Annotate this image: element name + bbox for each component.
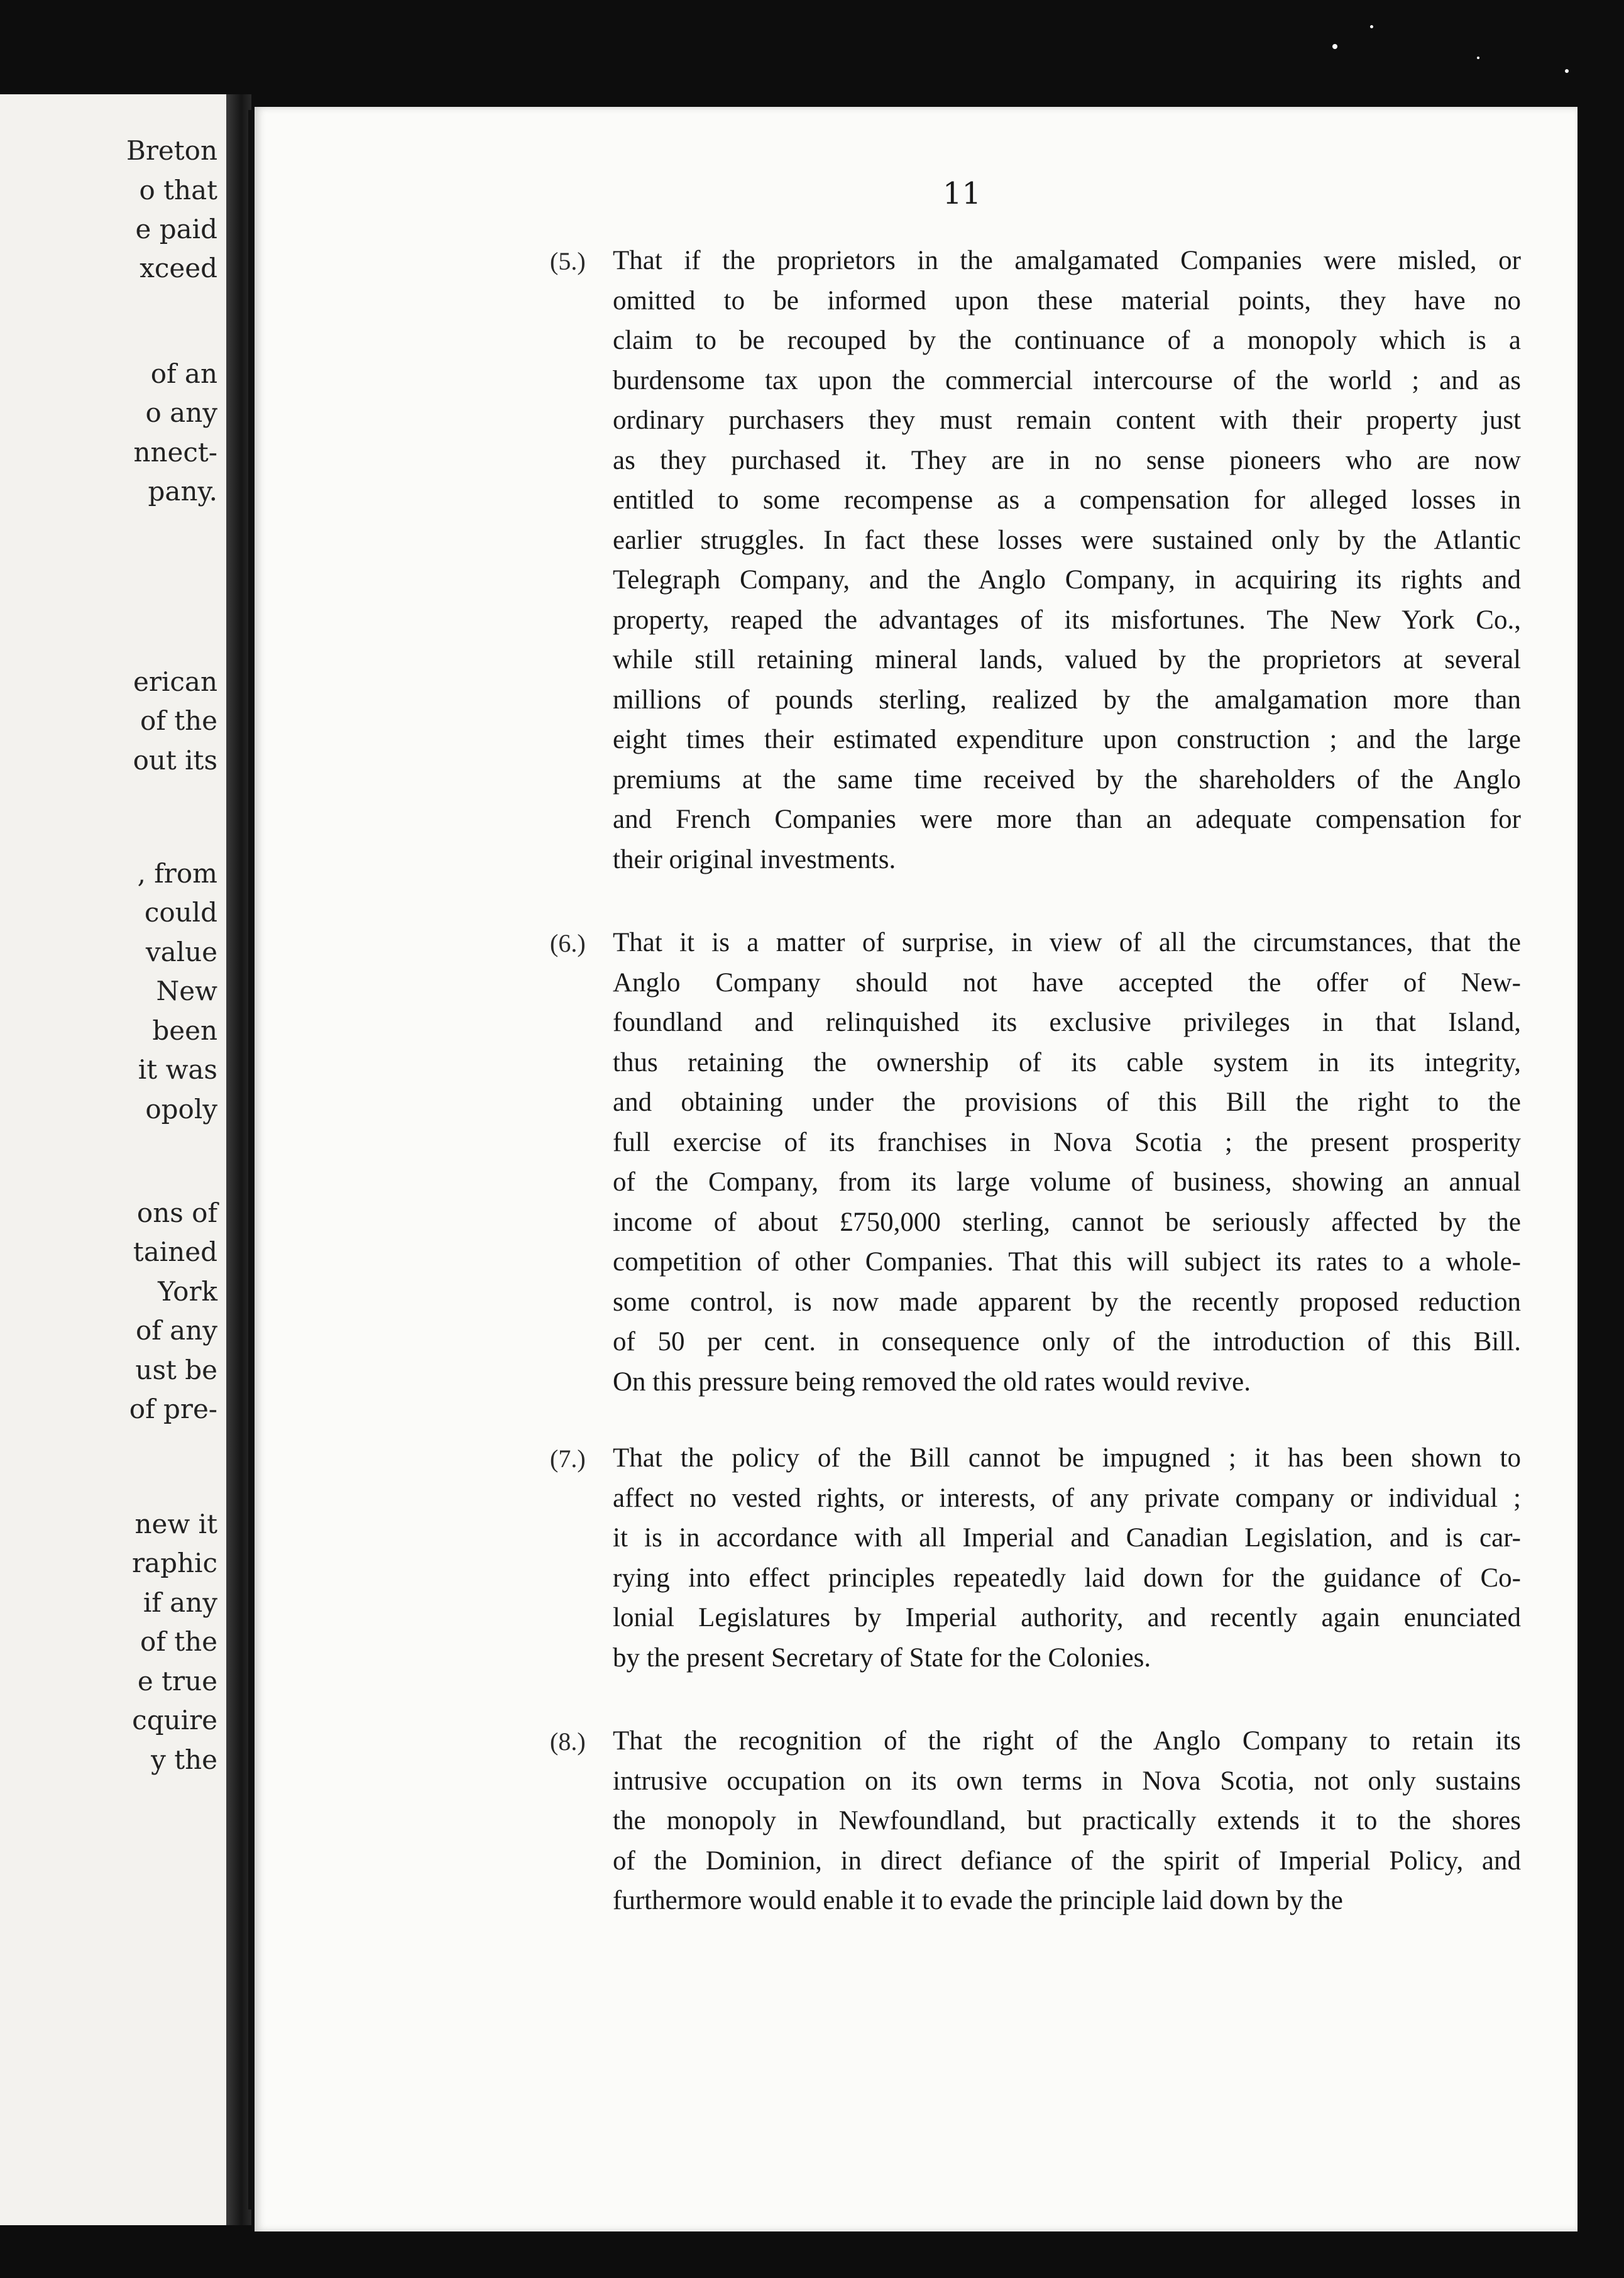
paragraph-line: That it is a matter of surprise, in view of all the circumstances, that the <box>613 928 1521 957</box>
paragraph-line: thus retaining the ownership of its cable system in its integrity, <box>613 1047 1521 1077</box>
paragraph-line: their original investments. <box>613 844 896 874</box>
paragraph-line: affect no vested rights, or interests, of any private company or individual ; <box>613 1483 1521 1513</box>
paragraph-line: it is in accordance with all Imperial and Canadian Legislation, and is car- <box>613 1523 1521 1553</box>
paragraph-line: by the present Secretary of State for the Colonies. <box>613 1642 1151 1673</box>
paragraph-number: (8.) <box>550 1727 586 1756</box>
left-page-text-fragment: xceed <box>140 253 217 283</box>
paragraph-line: millions of pounds sterling, realized by the amalgamation more than <box>613 685 1521 715</box>
paragraph-line: Anglo Company should not have accepted the offer of New- <box>613 967 1521 998</box>
left-page-text-fragment: tained <box>133 1236 217 1267</box>
left-page-text-fragment: o any <box>145 397 217 428</box>
left-page-text-fragment: o that <box>139 175 217 206</box>
paragraph-line: rying into effect principles repeatedly laid down for the guidance of Co- <box>613 1563 1521 1593</box>
paragraph-line: omitted to be informed upon these material points, they have no <box>613 285 1521 316</box>
left-page-text-fragment: York <box>158 1276 217 1307</box>
paragraph-line: That the recognition of the right of the Anglo Company to retain its <box>613 1726 1521 1756</box>
paragraph-line: property, reaped the advantages of its misfortunes. The New York Co., <box>613 605 1521 635</box>
paragraph-line: ordinary purchasers they must remain content with their property just <box>613 405 1521 435</box>
left-page-text-fragment: ust be <box>135 1355 217 1385</box>
paragraph-line: of the Dominion, in direct defiance of the spirit of Imperial Policy, and <box>613 1846 1521 1876</box>
paragraph-line: while still retaining mineral lands, valued by the proprietors at several <box>613 645 1521 674</box>
left-page-text-fragment: e paid <box>135 214 217 245</box>
left-page-text-fragment: of any <box>136 1315 217 1346</box>
left-page-text-fragment: Breton <box>126 135 217 166</box>
paragraph-number: (7.) <box>550 1444 586 1473</box>
paragraph-line: the monopoly in Newfoundland, but practically extends it to the shores <box>613 1806 1521 1835</box>
left-page-text-fragment: raphic <box>131 1548 217 1578</box>
left-page-text-fragment: of the <box>140 705 217 736</box>
paragraph-line: some control, is now made apparent by the recently proposed reduction <box>613 1287 1521 1317</box>
paragraph-line: On this pressure being removed the old rates would revive. <box>613 1367 1251 1397</box>
left-page-text-fragment: it was <box>138 1054 217 1085</box>
paragraph-number: (5.) <box>550 247 586 275</box>
left-page-text-fragment: e true <box>137 1666 217 1697</box>
left-page-text-fragment: pany. <box>148 476 217 507</box>
left-page-text-fragment: value <box>145 937 217 967</box>
paragraph-line: competition of other Companies. That this will subject its rates to a whole- <box>613 1247 1521 1277</box>
paragraph-line: entitled to some recompense as a compensation for alleged losses in <box>613 485 1521 515</box>
left-page-fragment <box>0 94 226 2225</box>
left-page-text-fragment: been <box>152 1015 217 1046</box>
paragraph-line: and obtaining under the provisions of this Bill the right to the <box>613 1087 1521 1117</box>
page-number: 11 <box>943 176 982 211</box>
left-page-text-fragment: of an <box>150 358 217 389</box>
left-page-text-fragment: New <box>156 976 217 1006</box>
left-page-text-fragment: if any <box>143 1587 217 1618</box>
left-page-text-fragment: could <box>144 897 217 928</box>
paragraph-line: of the Company, from its large volume of business, showing an annual <box>613 1167 1521 1197</box>
dust-speck <box>1565 69 1569 73</box>
paragraph-line: foundland and relinquished its exclusive privileges in that Island, <box>613 1008 1521 1037</box>
paragraph-number: (6.) <box>550 929 586 957</box>
left-page-text-fragment: out its <box>133 745 217 776</box>
left-page-text-fragment: ons of <box>136 1197 217 1228</box>
paragraph-line: full exercise of its franchises in Nova Scotia ; the present prosperity <box>613 1127 1521 1157</box>
dust-speck <box>1332 44 1337 49</box>
paragraph-line: of 50 per cent. in consequence only of the introduction of this Bill. <box>613 1327 1521 1356</box>
paragraph-line: burdensome tax upon the commercial intercourse of the world ; and as <box>613 365 1521 395</box>
paragraph-line: furthermore would enable it to evade the principle laid down by the <box>613 1886 1343 1915</box>
paragraph-line: lonial Legislatures by Imperial authority, and recently again enunciated <box>613 1603 1521 1632</box>
left-page-text-fragment: nnect- <box>133 437 217 468</box>
dust-speck <box>1370 25 1373 28</box>
paragraph-line: earlier struggles. In fact these losses were sustained only by the Atlantic <box>613 525 1521 555</box>
paragraph-line: as they purchased it. They are in no sense pioneers who are now <box>613 445 1521 475</box>
paragraph-line: That the policy of the Bill cannot be impugned ; it has been shown to <box>613 1443 1521 1473</box>
dust-speck <box>1477 57 1479 59</box>
paragraph-line: premiums at the same time received by the shareholders of the Anglo <box>613 764 1521 795</box>
book-gutter <box>226 94 251 2225</box>
left-page-text-fragment: erican <box>133 666 217 697</box>
left-page-text-fragment: y the <box>151 1744 217 1775</box>
paragraph-line: claim to be recouped by the continuance of a monopoly which is a <box>613 326 1521 355</box>
page-edge-line <box>248 110 255 2209</box>
left-page-text-fragment: cquire <box>132 1705 217 1736</box>
left-page-text-fragment: , from <box>137 858 217 889</box>
paragraph-line: That if the proprietors in the amalgamated Companies were misled, or <box>613 246 1521 275</box>
document-page <box>255 107 1577 2231</box>
paragraph-line: and French Companies were more than an adequate compensation for <box>613 805 1521 834</box>
paragraph-line: Telegraph Company, and the Anglo Company, in acquiring its rights and <box>613 565 1521 595</box>
paragraph-line: intrusive occupation on its own terms in Nova Scotia, not only sustains <box>613 1766 1521 1796</box>
paragraph-line: income of about £750,000 sterling, cannot be seriously affected by the <box>613 1207 1521 1237</box>
left-page-text-fragment: of the <box>140 1626 217 1657</box>
paragraph-line: eight times their estimated expenditure upon construction ; and the large <box>613 725 1521 754</box>
left-page-text-fragment: of pre- <box>129 1394 217 1424</box>
left-page-text-fragment: opoly <box>145 1094 217 1125</box>
left-page-text-fragment: new it <box>134 1509 217 1539</box>
